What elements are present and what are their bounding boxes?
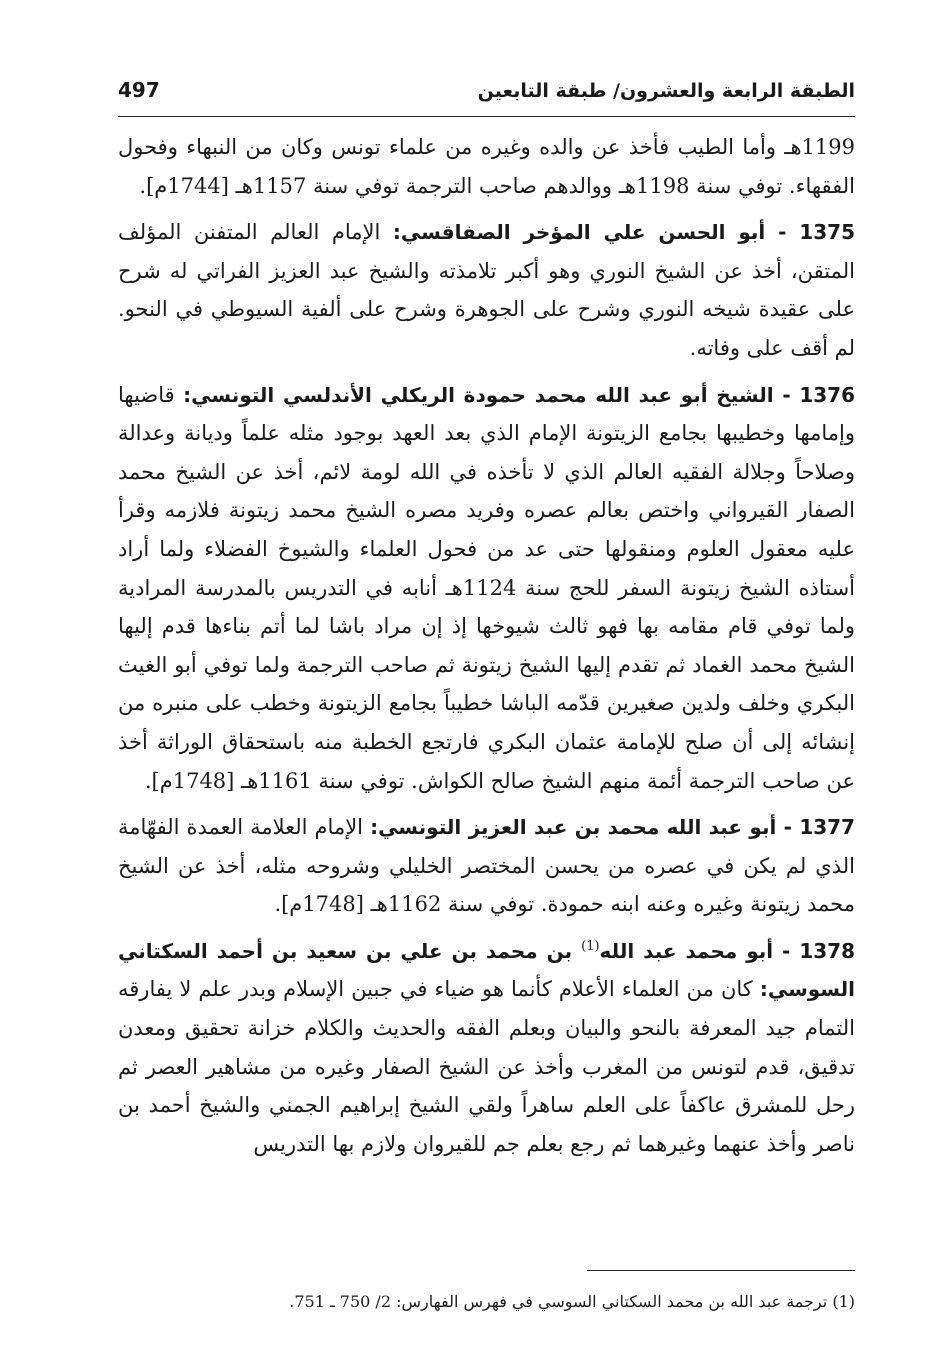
entry-heading: 1375 - أبو الحسن علي المؤخر الصفاقسي: bbox=[392, 220, 855, 245]
entry-text: كان من العلماء الأعلام كأنما هو ضياء في جبين الإسلام وبدر علم لا يفارقه التمام جيد المعرفة بالنحو والبيان وبعلم الفقه والحديث والكلام خزانة تحقيق ومعدن تدقيق، قدم لتونس من المغرب وأخذ عن الشيخ الصفار وغيره من مشاهير العصر ثم رحل للمشرق عاكفاً على العلم ساهراً ولقي الشيخ إبراهيم الجمني والشيخ أحمد بن ناصر وأخذ عنهما وغيرهما ثم رجع بعلم جم للقيروان ولازم بها التدريس bbox=[118, 977, 855, 1156]
footnote-text: ترجمة عبد الله بن محمد السكتاني السوسي في فهرس الفهارس: 2/ 750 ـ 751. bbox=[289, 1292, 828, 1311]
entry-1376 bbox=[118, 376, 855, 801]
entry-1378 bbox=[118, 932, 855, 1164]
entry-text: الإمام العالم المتفنن المؤلف المتقن، أخذ عن الشيخ النوري وهو أكبر تلامذته والشيخ عبد العزيز الفراتي له شرح على عقيدة شيخه النوري وشرح على الجوهرة وشرح على ألفية السيوطي في النحو. لم أقف على وفاته. bbox=[118, 220, 855, 360]
entry-heading-cont: بن محمد بن علي بن سعيد بن أحمد السكتاني السوسي: bbox=[118, 938, 855, 1002]
entry-text: الإمام العلامة العمدة الفهّامة الذي لم يكن في عصره من يحسن المختصر الخليلي وشروحه مثله، أخذ عن الشيخ محمد زيتونة وغيره وعنه ابنه حمودة. توفي سنة 1162هـ [1748م]. bbox=[118, 815, 855, 917]
entry-heading: 1376 - الشيخ أبو عبد الله محمد حمودة الريكلي الأندلسي التونسي: bbox=[183, 382, 855, 407]
running-head: الطبقة الرابعة والعشرون/ طبقة التابعين bbox=[477, 80, 855, 102]
footnote-marker: (1) bbox=[581, 938, 600, 954]
entry-heading: 1378 - أبو محمد عبد الله bbox=[599, 938, 855, 963]
entry-text: قاضيها وإمامها وخطيبها بجامع الزيتونة الإمام الذي بعد العهد بوجود مثله علماً وديانة وعدالة وصلاحاً وجلالة الفقيه العالم الذي لا تأخذه في الله لومة لائم، أخذ عن الشيخ محمد الصفار القيرواني واختص بعالم عصره وفريد مصره الشيخ محمد زيتونة فلازمه وقرأ عليه معقول العلوم ومنقولها حتى عد من فحول العلماء والشيوخ الفضلاء ولما أراد أستاذه الشيخ زيتونة السفر للحج سنة 1124هـ أنابه في التدريس بالمدرسة المرادية ولما توفي قام مقامه بها فهو ثالث شيوخها إذ إن مراد باشا لما أتم بناءها قدم إليها الشيخ محمد الغماد ثم تقدم إليها الشيخ زيتونة ثم صاحب الترجمة ولما توفي أبو الغيث البكري وخلف ولدين صغيرين قدّمه الباشا خطيباً بجامع الزيتونة وخطب على منبره من إنشائه إلى أن صلح للإمامة عثمان البكري فارتجع الخطبة منه باستحقاق الوراثة أخذ عن صاحب الترجمة أئمة منهم الشيخ صالح الكواش. توفي سنة 1161هـ [1748م]. bbox=[118, 382, 855, 793]
footnote-rule bbox=[587, 1270, 855, 1271]
footnote bbox=[118, 1290, 855, 1314]
page-header bbox=[118, 74, 855, 114]
paragraph-continuation bbox=[118, 128, 855, 205]
paragraph-text: 1199هـ وأما الطيب فأخذ عن والده وغيره من علماء تونس وكان من النبهاء وفحول الفقهاء. توفي سنة 1198هـ ووالدهم صاحب الترجمة توفي سنة 1157هـ [1744م]. bbox=[118, 135, 855, 198]
entry-1375 bbox=[118, 213, 855, 367]
entry-heading: 1377 - أبو عبد الله محمد بن عبد العزيز التونسي: bbox=[370, 815, 855, 840]
header-rule bbox=[118, 116, 855, 117]
footnote-number: (1) bbox=[832, 1292, 855, 1311]
entry-1377 bbox=[118, 808, 855, 924]
main-text bbox=[118, 128, 855, 1171]
page-number: 497 bbox=[118, 78, 160, 102]
